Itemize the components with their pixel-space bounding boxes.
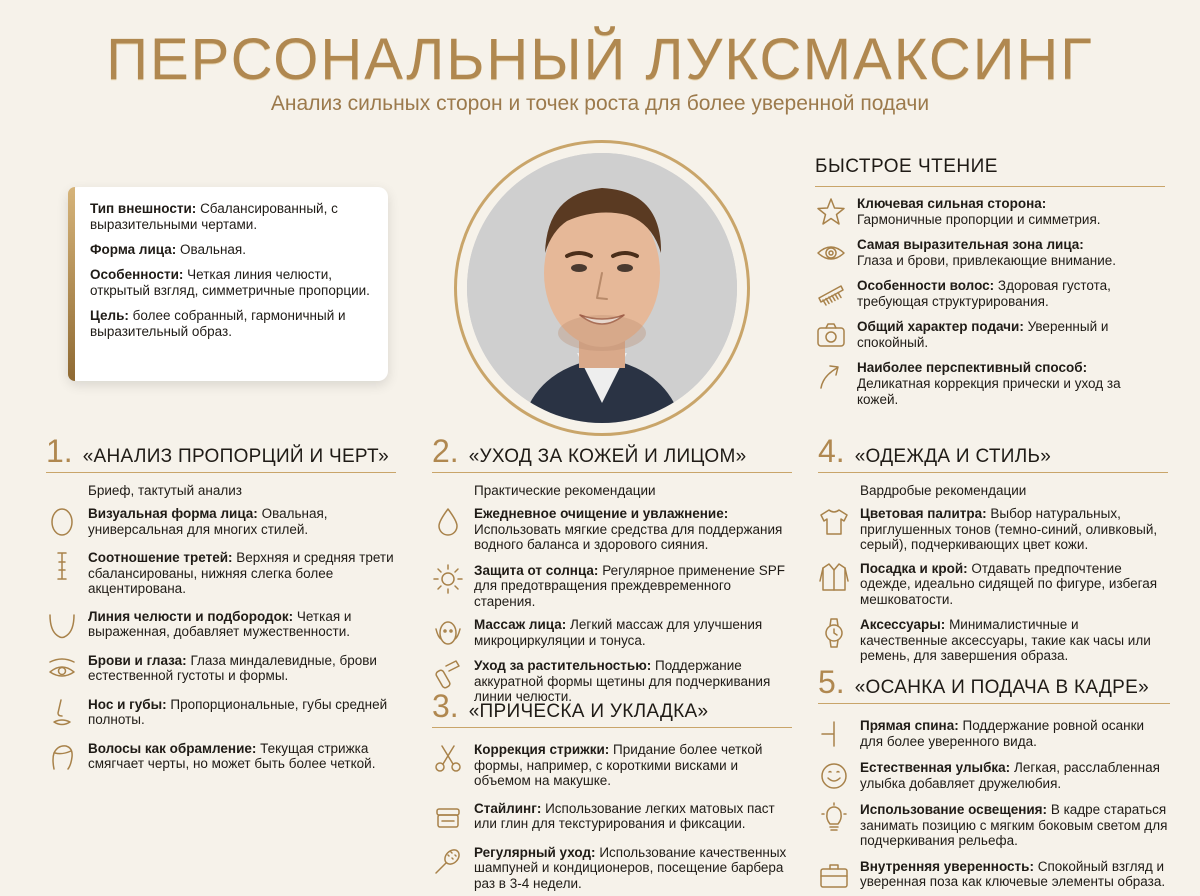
sun-icon bbox=[432, 563, 464, 595]
info-features: Особенности: Четкая линия челюсти, открытый взгляд, симметричные пропорции. bbox=[90, 267, 370, 298]
list-item: Аксессуары: Минималистичные и качественные аксессуары, такие как часы или ремень, для завершения образа. bbox=[818, 617, 1168, 664]
info-appearance-type: Тип внешности: Сбалансированный, с выразительными чертами. bbox=[90, 201, 338, 232]
nose-lips-icon bbox=[46, 697, 78, 729]
list-item: Коррекция стрижки: Придание более четкой формы, например, с короткими висками и объемом на макушке. bbox=[432, 742, 792, 789]
list-item: Визуальная форма лица: Овальная, универсальная для многих стилей. bbox=[46, 506, 396, 538]
section-title: «ОСАНКА И ПОДАЧА В КАДРЕ» bbox=[854, 677, 1149, 698]
list-item: Соотношение третей: Верхняя и средняя трети сбалансированы, нижняя слегка более акцентирована. bbox=[46, 550, 396, 597]
camera-icon bbox=[815, 319, 847, 351]
list-item: Использование освещения: В кадре стараться занимать позицию с мягким боковым светом для подчеркивания рельефа. bbox=[818, 802, 1170, 849]
quick-item-hair: Особенности волос: Здоровая густота, требующая структурирования. bbox=[815, 278, 1165, 310]
section-title: «АНАЛИЗ ПРОПОРЦИЙ И ЧЕРТ» bbox=[82, 446, 389, 467]
page-title: ПЕРСОНАЛЬНЫЙ ЛУКСМАКСИНГ bbox=[106, 27, 1094, 92]
quick-item-expressive-zone: Самая выразительная зона лица: Глаза и брови, привлекающие внимание. bbox=[815, 237, 1165, 269]
list-item: Стайлинг: Использование легких матовых паст или глин для текстурирования и фиксации. bbox=[432, 801, 792, 833]
shirt-icon bbox=[818, 561, 850, 593]
brow-eye-icon bbox=[46, 653, 78, 685]
section-number: 5. bbox=[818, 664, 845, 700]
list-item: Массаж лица: Легкий массаж для улучшения микроциркуляции и тонуса. bbox=[432, 617, 792, 649]
list-item: Регулярный уход: Использование качественных шампуней и кондиционеров, посещение барбера раз в 3-4 недели. bbox=[432, 845, 792, 892]
scissors-icon bbox=[432, 742, 464, 774]
section-skincare bbox=[432, 433, 792, 705]
bulb-icon bbox=[818, 802, 850, 834]
quick-read-panel bbox=[815, 156, 1165, 417]
comb-icon bbox=[815, 278, 847, 310]
quick-item-strength: Ключевая сильная сторона: Гармоничные пропорции и симметрия. bbox=[815, 196, 1165, 228]
drop-icon bbox=[432, 506, 464, 538]
briefcase-icon bbox=[818, 859, 850, 891]
tshirt-icon bbox=[818, 506, 850, 538]
section-posture bbox=[818, 664, 1170, 891]
divider bbox=[818, 472, 1168, 473]
section-number: 1. bbox=[46, 433, 73, 469]
list-item: Нос и губы: Пропорциональные, губы средней полноты. bbox=[46, 697, 396, 729]
list-item: Линия челюсти и подбородок: Четкая и выраженная, добавляет мужественности. bbox=[46, 609, 396, 641]
section-title: «ОДЕЖДА И СТИЛЬ» bbox=[854, 446, 1052, 467]
massage-icon bbox=[432, 617, 464, 649]
list-item: Естественная улыбка: Легкая, расслабленная улыбка добавляет дружелюбия. bbox=[818, 760, 1170, 792]
list-item: Волосы как обрамление: Текущая стрижка смягчает черты, но может быть более четкой. bbox=[46, 741, 396, 773]
section-hairstyle bbox=[432, 688, 792, 891]
quick-item-presentation: Общий характер подачи: Уверенный и спокойный. bbox=[815, 319, 1165, 351]
spine-icon bbox=[818, 718, 850, 750]
ruler-icon bbox=[46, 550, 78, 582]
summary-card bbox=[68, 187, 388, 381]
divider bbox=[432, 472, 792, 473]
portrait-photo bbox=[467, 153, 737, 423]
quick-read-title: БЫСТРОЕ ЧТЕНИЕ bbox=[815, 156, 998, 177]
list-item: Прямая спина: Поддержание ровной осанки для более уверенного вида. bbox=[818, 718, 1170, 750]
list-item: Посадка и крой: Отдавать предпочтение одежде, идеально сидящей по фигуре, избегая мешковатости. bbox=[818, 561, 1168, 608]
arrow-up-icon bbox=[815, 360, 847, 392]
list-item: Защита от солнца: Регулярное применение SPF для предотвращения преждевременного старения. bbox=[432, 563, 792, 610]
list-item: Ежедневное очищение и увлажнение: Использовать мягкие средства для поддержания водного баланса и здорового сияния. bbox=[432, 506, 792, 553]
jar-icon bbox=[432, 801, 464, 833]
list-item: Брови и глаза: Глаза миндалевидные, брови естественной густоты и формы. bbox=[46, 653, 396, 685]
face-oval-icon bbox=[46, 506, 78, 538]
page-subtitle: Анализ сильных сторон и точек роста для более уверенной подачи bbox=[270, 92, 930, 115]
list-item: Уход за растительностью: Поддержание аккуратной формы щетины для подчеркивания линии челюсти. bbox=[432, 658, 792, 705]
section-subtitle: Практические рекомендации bbox=[474, 483, 656, 498]
smile-icon bbox=[818, 760, 850, 792]
section-number: 4. bbox=[818, 433, 845, 469]
jawline-icon bbox=[46, 609, 78, 641]
head-hair-icon bbox=[46, 741, 78, 773]
section-number: 2. bbox=[432, 433, 459, 469]
brush-icon bbox=[432, 845, 464, 877]
list-item: Внутренняя уверенность: Спокойный взгляд и уверенная поза как ключевые элементы образа. bbox=[818, 859, 1170, 891]
divider bbox=[815, 186, 1165, 187]
trimmer-icon bbox=[432, 658, 464, 690]
quick-item-method: Наиболее перспективный способ: Деликатная коррекция прически и уход за кожей. bbox=[815, 360, 1165, 408]
divider bbox=[432, 727, 792, 728]
section-subtitle: Бриеф, тактутый анализ bbox=[88, 483, 242, 498]
eye-icon bbox=[815, 237, 847, 269]
section-number: 3. bbox=[432, 688, 459, 724]
info-goal: Цель: более собранный, гармоничный и выразительный образ. bbox=[90, 308, 346, 339]
section-clothing bbox=[818, 433, 1168, 664]
list-item: Цветовая палитра: Выбор натуральных, приглушенных тонов (темно-синий, оливковый, серый), подчеркивающих цвет кожи. bbox=[818, 506, 1168, 553]
section-title: «УХОД ЗА КОЖЕЙ И ЛИЦОМ» bbox=[468, 446, 747, 467]
watch-icon bbox=[818, 617, 850, 649]
section-title: «ПРИЧЕСКА И УКЛАДКА» bbox=[468, 701, 709, 722]
star-icon bbox=[815, 196, 847, 228]
section-proportions bbox=[46, 433, 396, 773]
divider bbox=[818, 703, 1170, 704]
section-subtitle: Вардробые рекомендации bbox=[860, 483, 1027, 498]
portrait-frame bbox=[454, 140, 750, 436]
info-face-shape: Форма лица: Овальная. bbox=[90, 242, 246, 257]
divider bbox=[46, 472, 396, 473]
